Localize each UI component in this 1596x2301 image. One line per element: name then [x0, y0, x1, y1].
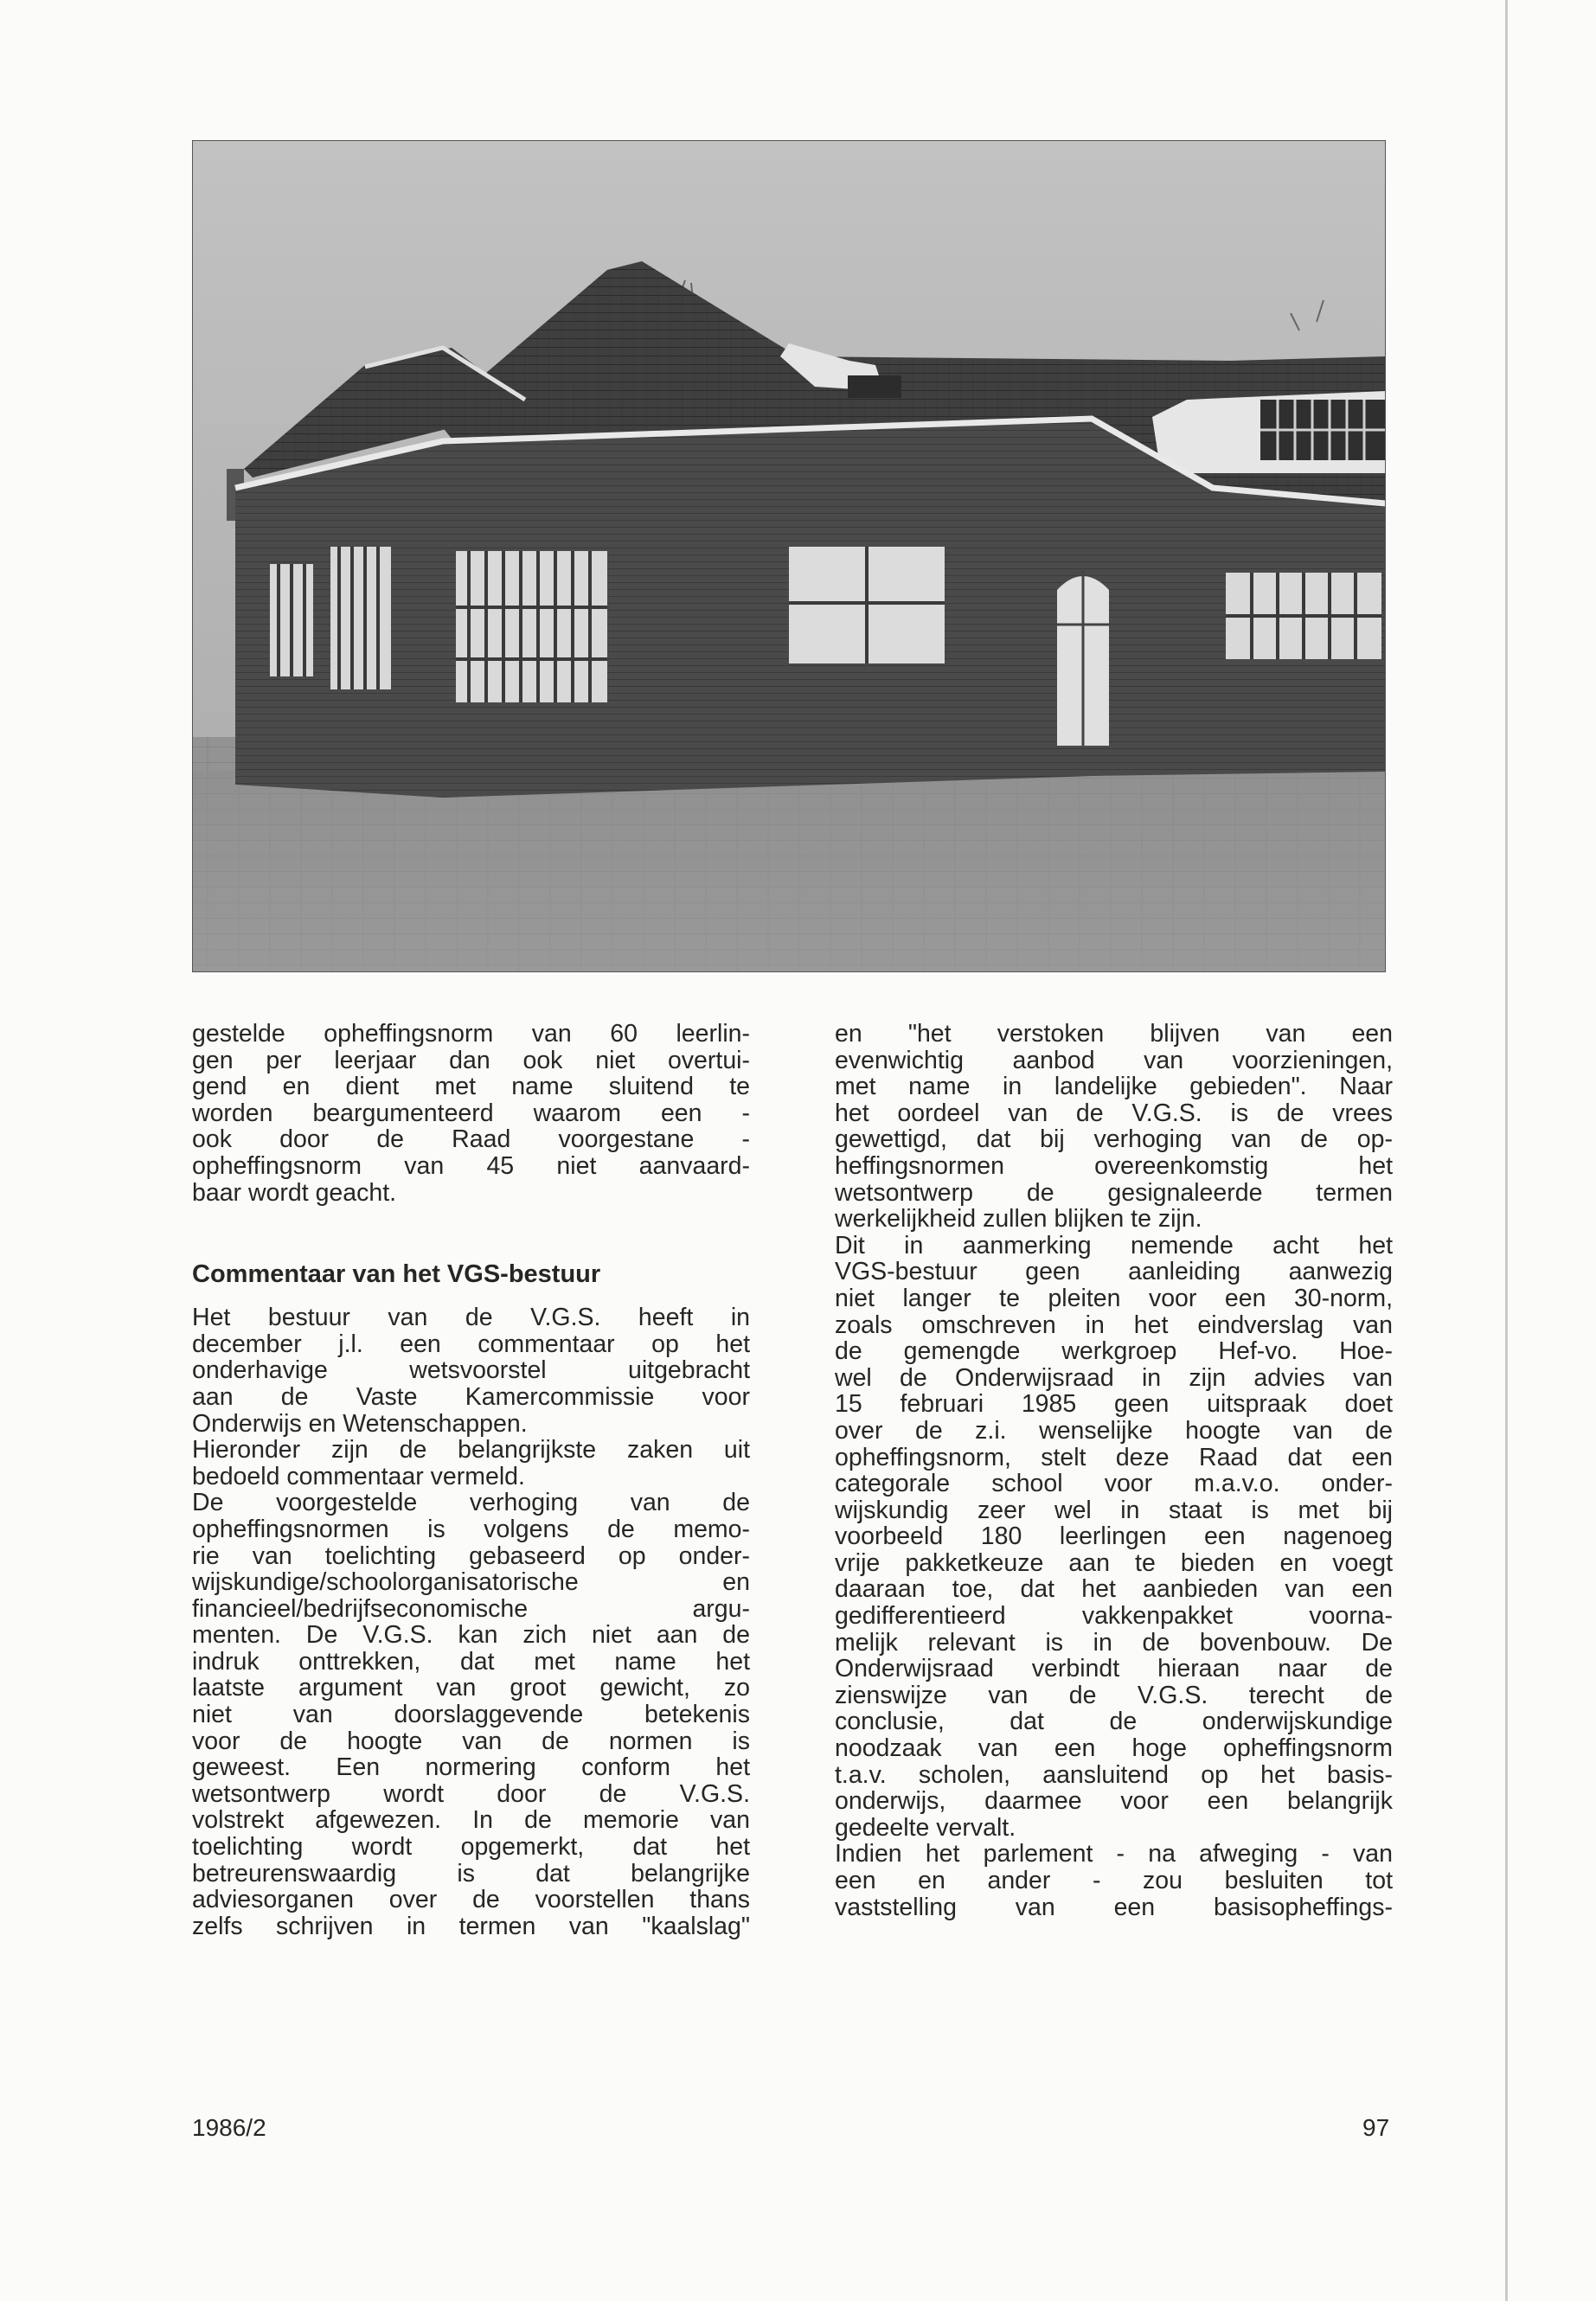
text-line: baar wordt geacht. — [192, 1178, 397, 1207]
text-line: niet langer te pleiten voor een 30-norm, — [835, 1284, 1393, 1312]
text-line: bedoeld commentaar vermeld. — [192, 1462, 525, 1490]
text-line: gewettigd, dat bij verhoging van de op- — [835, 1125, 1393, 1154]
text-line: adviesorganen over de voorstellen thans — [192, 1886, 750, 1914]
text-line: onderwijs, daarmee voor een belangrijk — [835, 1787, 1393, 1816]
text-line: de gemengde werkgroep Hef-vo. Hoe- — [835, 1337, 1393, 1366]
text-line: gedifferentieerd vakkenpakket voorna- — [835, 1602, 1393, 1631]
text-line: het oordeel van de V.G.S. is de vrees — [835, 1099, 1393, 1127]
text-line: opheffingsnorm van 45 niet aanvaard- — [192, 1151, 750, 1180]
text-line: zoals omschreven in het eindverslag van — [835, 1311, 1393, 1339]
text-line: vaststelling van een basisopheffings- — [835, 1893, 1393, 1921]
text-line: onderhavige wetsvoorstel uitgebracht — [192, 1356, 750, 1385]
text-line: en "het verstoken blijven van een — [835, 1020, 1393, 1048]
text-line: laatste argument van groot gewicht, zo — [192, 1674, 750, 1702]
text-line: melijk relevant is in de bovenbouw. De — [835, 1628, 1393, 1657]
text-line: Indien het parlement - na afweging - van — [835, 1840, 1393, 1868]
text-line: worden beargumenteerd waarom een - — [192, 1099, 750, 1127]
section-heading: Commentaar van het VGS-bestuur — [192, 1260, 601, 1289]
text-line: voor de hoogte van de normen is — [192, 1727, 750, 1755]
text-line: wijskundig zeer wel in staat is met bij — [835, 1496, 1393, 1524]
page-edge — [1505, 0, 1508, 2301]
text-line: geweest. Een normering conform het — [192, 1753, 750, 1782]
text-line: conclusie, dat de onderwijskundige — [835, 1708, 1393, 1736]
text-line: financieel/bedrijfseconomische argu- — [192, 1594, 750, 1623]
text-line: De voorgestelde verhoging van de — [192, 1489, 750, 1517]
text-line: toelichting wordt opgemerkt, dat het — [192, 1833, 750, 1862]
text-line: december j.l. een commentaar op het — [192, 1330, 750, 1358]
text-line: rie van toelichting gebaseerd op onder- — [192, 1541, 750, 1570]
text-line: een en ander - zou besluiten tot — [835, 1867, 1393, 1894]
text-line: zelfs schrijven in termen van "kaalslag" — [192, 1912, 750, 1940]
text-line: met name in landelijke gebieden". Naar — [835, 1073, 1393, 1101]
text-line: werkelijkheid zullen blijken te zijn. — [835, 1205, 1202, 1234]
text-line: betreurenswaardig is dat belangrijke — [192, 1859, 750, 1888]
text-line: opheffingsnorm, stelt deze Raad dat een — [835, 1443, 1393, 1471]
text-line: wetsontwerp wordt door de V.G.S. — [192, 1779, 750, 1808]
text-line: ook door de Raad voorgestane - — [192, 1125, 750, 1154]
page-number: 97 — [1362, 2114, 1390, 2141]
text-line: gedeelte vervalt. — [835, 1813, 1016, 1842]
text-line: over de z.i. wenselijke hoogte van de — [835, 1416, 1393, 1445]
issue-number: 1986/2 — [192, 2114, 266, 2141]
text-line: gend en dient met name sluitend te — [192, 1073, 750, 1101]
text-line: aan de Vaste Kamercommissie voor — [192, 1382, 750, 1411]
text-line: noodzaak van een hoge opheffingsnorm — [835, 1734, 1393, 1763]
right-column — [835, 1021, 1393, 1920]
text-line: categorale school voor m.a.v.o. onder- — [835, 1470, 1393, 1498]
text-line: Hieronder zijn de belangrijkste zaken uit — [192, 1436, 750, 1465]
text-line: Onderwijs en Wetenschappen. — [192, 1409, 528, 1438]
text-line: volstrekt afgewezen. In de memorie van — [192, 1806, 750, 1835]
text-line: wel de Onderwijsraad in zijn advies van — [835, 1363, 1393, 1392]
school-building-photo — [192, 140, 1386, 972]
text-line: daaraan toe, dat het aanbieden van een — [835, 1575, 1393, 1604]
text-line: wijskundige/schoolorganisatorische en — [192, 1568, 750, 1597]
text-line: t.a.v. scholen, aansluitend op het basis- — [835, 1760, 1393, 1789]
text-line: Onderwijsraad verbindt hieraan naar de — [835, 1655, 1393, 1683]
text-line: niet van doorslaggevende betekenis — [192, 1701, 750, 1729]
text-line: voorbeeld 180 leerlingen een nagenoeg — [835, 1522, 1393, 1551]
text-line: 15 februari 1985 geen uitspraak doet — [835, 1390, 1393, 1419]
text-line: heffingsnormen overeenkomstig het — [835, 1151, 1393, 1180]
text-line: Het bestuur van de V.G.S. heeft in — [192, 1304, 750, 1332]
text-line: opheffingsnormen is volgens de memo- — [192, 1515, 750, 1543]
text-line: vrije pakketkeuze aan te bieden en voegt — [835, 1548, 1393, 1577]
text-line: wetsontwerp de gesignaleerde termen — [835, 1178, 1393, 1207]
text-line: zienswijze van de V.G.S. terecht de — [835, 1681, 1393, 1709]
left-column — [192, 1021, 750, 1939]
text-line: indruk onttrekken, dat met name het — [192, 1647, 750, 1676]
text-line: evenwichtig aanbod van voorzieningen, — [835, 1046, 1393, 1074]
text-line: Dit in aanmerking nemende acht het — [835, 1231, 1393, 1259]
text-line: VGS-bestuur geen aanleiding aanwezig — [835, 1258, 1393, 1286]
text-line: menten. De V.G.S. kan zich niet aan de — [192, 1621, 750, 1650]
text-line: gen per leerjaar dan ook niet overtui- — [192, 1046, 750, 1074]
text-line: gestelde opheffingsnorm van 60 leerlin- — [192, 1020, 750, 1048]
